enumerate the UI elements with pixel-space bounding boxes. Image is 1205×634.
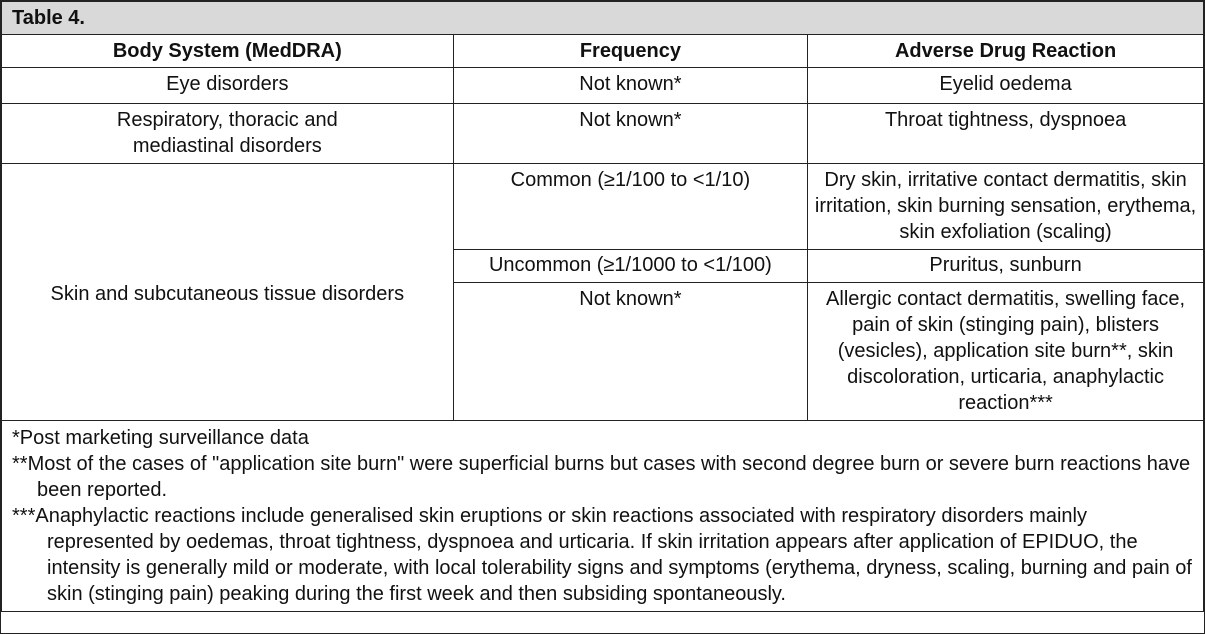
header-body-system: Body System (MedDRA) — [2, 35, 454, 68]
adverse-reactions-table — [1, 1, 1204, 612]
cell-reaction: Throat tightness, dyspnoea — [808, 104, 1204, 164]
cell-frequency: Uncommon (≥1/1000 to <1/100) — [453, 250, 808, 283]
cell-reaction: Pruritus, sunburn — [808, 250, 1204, 283]
header-frequency: Frequency — [453, 35, 808, 68]
cell-body-system-line1: Respiratory, thoracic and — [116, 109, 338, 131]
cell-body-system: Eye disorders — [2, 68, 454, 104]
cell-reaction: Dry skin, irritative contact dermatitis, skin irritation, skin burning sensation, erythema, skin exfoliation (scaling) — [808, 164, 1204, 250]
cell-body-system: Skin and subcutaneous tissue disorders — [2, 164, 454, 421]
cell-body-system-line2: mediastinal disorders — [132, 135, 322, 157]
cell-body-system — [2, 104, 454, 164]
table-row — [2, 164, 1204, 250]
cell-frequency: Common (≥1/100 to <1/10) — [453, 164, 808, 250]
footnotes-row — [2, 421, 1204, 612]
cell-reaction: Eyelid oedema — [808, 68, 1204, 104]
header-adverse-reaction: Adverse Drug Reaction — [808, 35, 1204, 68]
footnote: **Most of the cases of "application site burn" were superficial burns but cases with second degree burn or severe burn reactions have been reported. — [12, 453, 1191, 501]
footnote: ***Anaphylactic reactions include generalised skin eruptions or skin reactions associated with respiratory disorders mainly represented by oedemas, throat tightness, dyspnoea and urticaria. If skin irritation appears after application of EPIDUO, the intensity is generally mild or moderate, with local tolerability signs and symptoms (erythema, dryness, scaling, burning and pain of skin (stinging pain) peaking during the first week and then subsiding spontaneously. — [12, 505, 1192, 605]
table-title: Table 4. — [2, 2, 1204, 35]
cell-frequency: Not known* — [453, 283, 808, 421]
cell-frequency: Not known* — [453, 104, 808, 164]
table-row — [2, 68, 1204, 104]
footnotes — [2, 421, 1204, 612]
footnote: *Post marketing surveillance data — [12, 427, 309, 449]
cell-frequency: Not known* — [453, 68, 808, 104]
table-row — [2, 104, 1204, 164]
cell-reaction: Allergic contact dermatitis, swelling face, pain of skin (stinging pain), blisters (vesicles), application site burn**, skin discoloration, urticaria, anaphylactic reaction*** — [808, 283, 1204, 421]
